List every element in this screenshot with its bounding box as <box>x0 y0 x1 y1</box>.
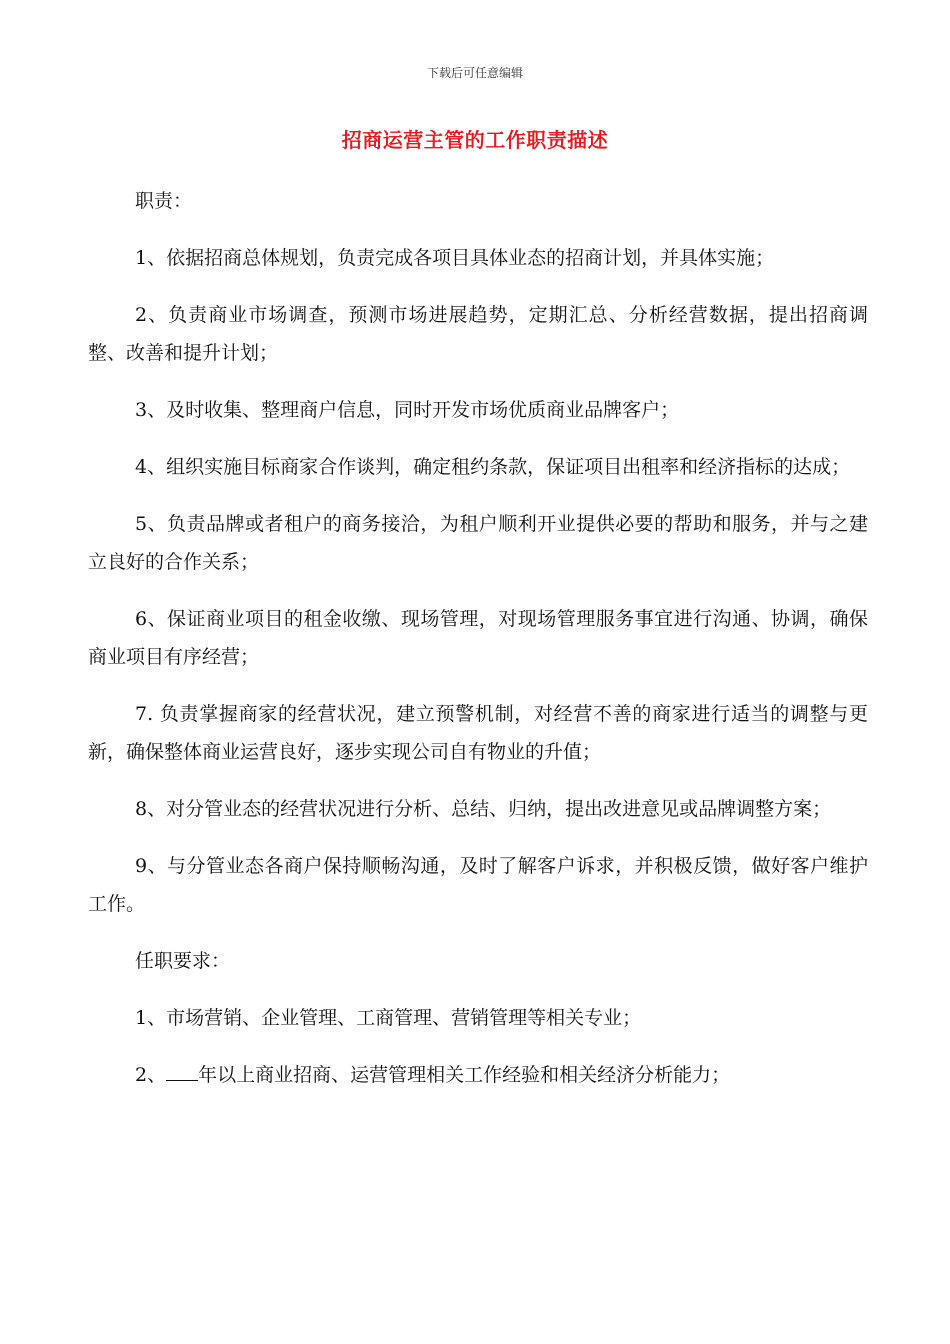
header-note: 下载后可任意编辑 <box>426 66 523 80</box>
document-title: 招商运营主管的工作职责描述 <box>341 128 609 152</box>
responsibility-item: 6、保证商业项目的租金收缴、现场管理，对现场管理服务事宜进行沟通、协调，确保商业项目有序经营； <box>88 608 868 668</box>
responsibility-item: 1、依据招商总体规划，负责完成各项目具体业态的招商计划，并具体实施； <box>135 247 775 269</box>
responsibility-item: 8、对分管业态的经营状况进行分析、总结、归纳，提出改进意见或品牌调整方案； <box>135 798 832 820</box>
responsibilities-heading: 职责： <box>135 190 193 212</box>
responsibility-item: 5、负责品牌或者租户的商务接洽，为租户顺利开业提供必要的帮助和服务，并与之建立良好的合作关系； <box>88 513 868 573</box>
responsibility-item: 3、及时收集、整理商户信息，同时开发市场优质商业品牌客户； <box>135 399 680 421</box>
responsibility-item: 9、与分管业态各商户保持顺畅沟通，及时了解客户诉求，并积极反馈，做好客户维护工作。 <box>88 855 868 915</box>
responsibility-item: 4、组织实施目标商家合作谈判，确定租约条款，保证项目出租率和经济指标的达成； <box>135 456 851 478</box>
fill-in-blank <box>166 1062 198 1081</box>
responsibility-item: 7. 负责掌握商家的经营状况，建立预警机制，对经营不善的商家进行适当的调整与更新，确保整体商业运营良好，逐步实现公司自有物业的升值； <box>88 703 868 763</box>
document-body <box>88 182 868 1113</box>
responsibility-item: 2、负责商业市场调查，预测市场进展趋势，定期汇总、分析经营数据，提出招商调整、改善和提升计划； <box>88 304 868 364</box>
requirement-prefix: 2、 <box>135 1064 167 1086</box>
requirements-heading: 任职要求： <box>135 950 231 972</box>
requirement-item <box>88 1056 868 1094</box>
requirement-suffix: 年以上商业招商、运营管理相关工作经验和相关经济分析能力； <box>198 1064 731 1086</box>
requirement-item: 1、市场营销、企业管理、工商管理、营销管理等相关专业； <box>135 1007 642 1029</box>
